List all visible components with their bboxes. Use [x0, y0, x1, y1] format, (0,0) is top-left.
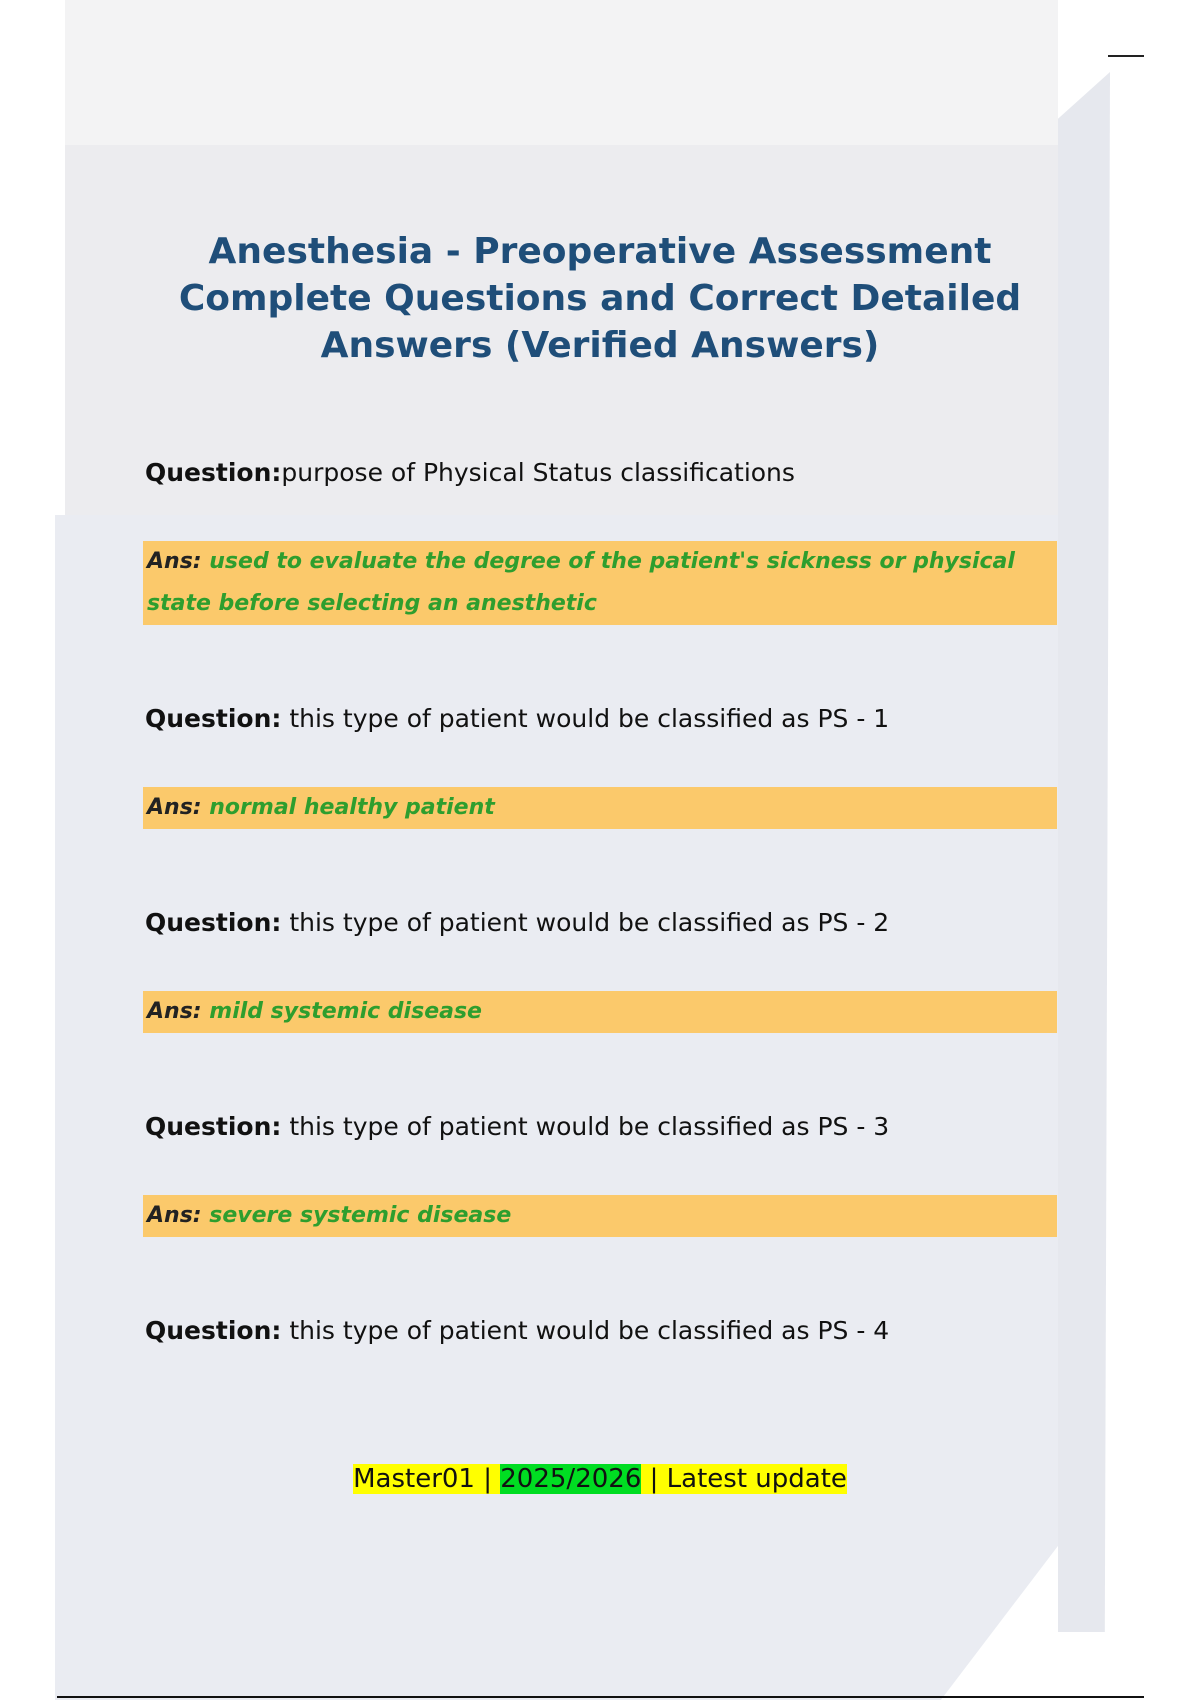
question-4: [145, 1111, 1045, 1143]
answer-3: [143, 991, 1057, 1033]
question-text: this type of patient would be classified as PS - 3: [289, 1112, 890, 1141]
question-label: Question:: [145, 1316, 282, 1345]
answer-label: Ans:: [147, 795, 202, 820]
bottom-rule: [57, 1696, 1144, 1698]
question-label: Question:: [145, 458, 282, 487]
answer-text: used to evaluate the degree of the patient's sickness or physical state before selecting an anesthetic: [147, 549, 1015, 616]
footer-year: 2025/2026: [500, 1464, 642, 1494]
question-label: Question:: [145, 908, 282, 937]
answer-label: Ans:: [147, 1203, 202, 1228]
question-text: this type of patient would be classified as PS - 2: [289, 908, 890, 937]
answer-label: Ans:: [147, 549, 202, 574]
answer-text: mild systemic disease: [209, 999, 482, 1024]
question-2: [145, 703, 1045, 735]
answer-4: [143, 1195, 1057, 1237]
answer-text: normal healthy patient: [209, 795, 495, 820]
answer-text: severe systemic disease: [209, 1203, 512, 1228]
question-text: this type of patient would be classified as PS - 1: [289, 704, 890, 733]
answer-1: [143, 541, 1057, 625]
page-background-top: [65, 0, 1058, 145]
question-1: [145, 457, 1045, 489]
answer-2: [143, 787, 1057, 829]
question-5: [145, 1315, 1045, 1347]
question-label: Question:: [145, 1112, 282, 1141]
footer-note: | Latest update: [641, 1464, 847, 1494]
question-3: [145, 907, 1045, 939]
answer-label: Ans:: [147, 999, 202, 1024]
document-title: Anesthesia - Preoperative Assessment Complete Questions and Correct Detailed Answers (Verified Answers): [178, 231, 1022, 366]
footer: [0, 1462, 1200, 1496]
page-background-fold: [1058, 72, 1110, 1632]
footer-author: Master01 |: [353, 1464, 500, 1494]
page-background-paper: [55, 515, 1085, 1700]
question-label: Question:: [145, 704, 282, 733]
corner-dash: [1108, 55, 1144, 57]
question-text: purpose of Physical Status classifications: [281, 458, 795, 487]
question-text: this type of patient would be classified as PS - 4: [289, 1316, 890, 1345]
